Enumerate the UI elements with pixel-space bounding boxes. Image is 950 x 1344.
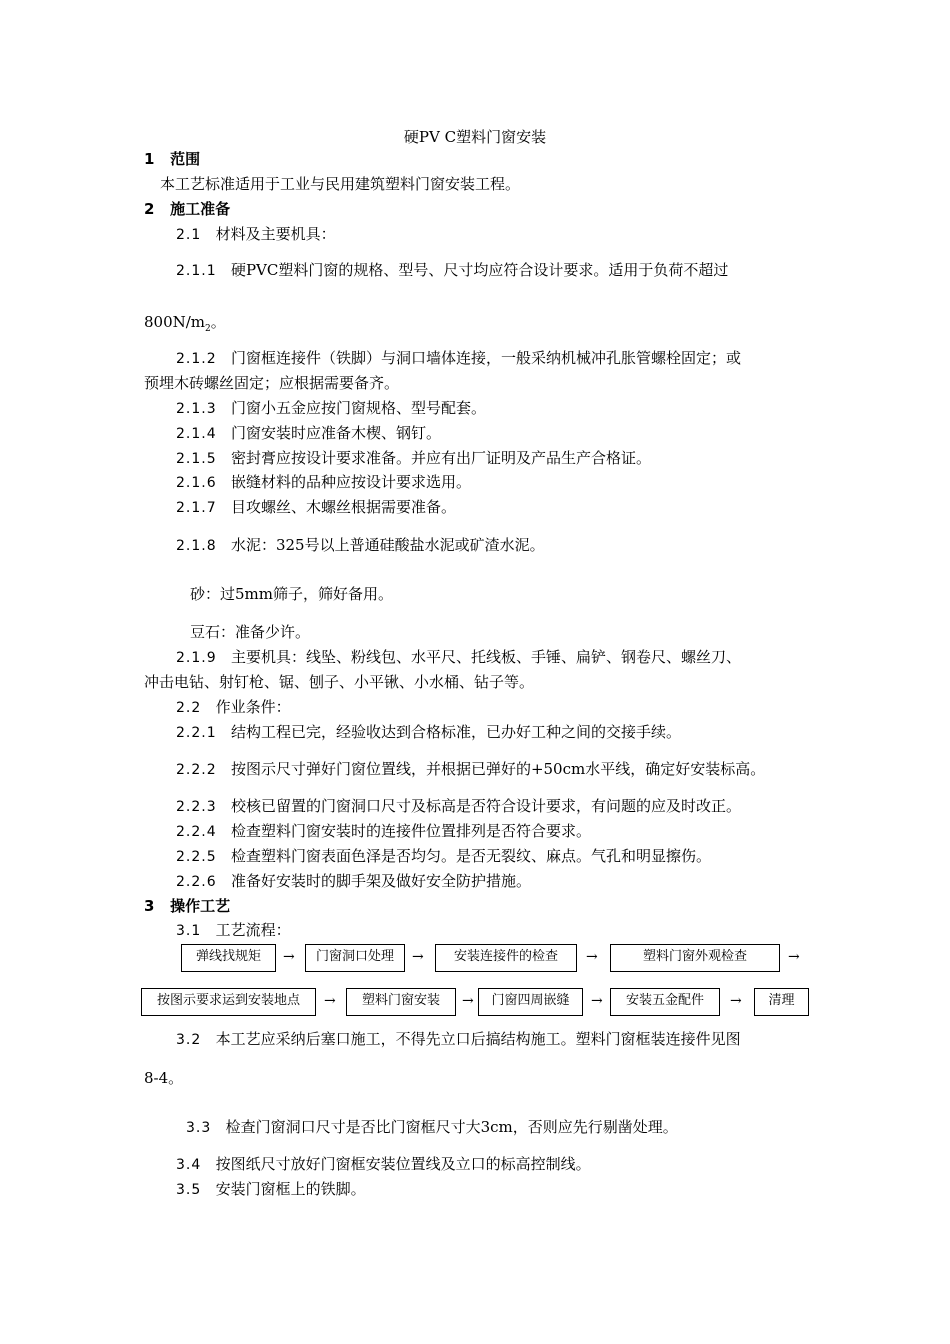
clause-text: 检查门窗洞口尺寸是否比门窗框尺寸大3cm，否则应先行剔凿处理。: [225, 1118, 678, 1136]
paragraph-2-1-9: [176, 648, 741, 667]
paragraph-2-2-3: [176, 797, 741, 816]
paragraph-3-5: [176, 1180, 366, 1199]
clause-number: 2.1.2: [176, 351, 217, 367]
clause-number: 2.1.4: [176, 426, 217, 442]
paragraph-3-2-cont: 8-4。: [144, 1069, 184, 1087]
paragraph-2-1-9-cont: 冲击电钻、射钉枪、锯、刨子、小平锹、小水桶、钻子等。: [144, 673, 535, 691]
section-title: 范围: [170, 150, 201, 168]
paragraph-2-2-2: [176, 760, 765, 779]
paragraph-2-1-8: [176, 536, 545, 555]
clause-text: 作业条件：: [215, 698, 291, 716]
paragraph-3-1: [176, 921, 291, 940]
paragraph-2-1-1: [176, 261, 728, 280]
clause-text: 目攻螺丝、木螺丝根据需要准备。: [230, 498, 456, 516]
load-exponent: 2: [205, 324, 211, 334]
clause-number: 2.1.1: [176, 263, 217, 279]
clause-number: 3.5: [176, 1182, 202, 1198]
flow-step: 弹线找规矩: [181, 944, 276, 972]
flow-step: 门窗四周嵌缝: [478, 988, 583, 1016]
clause-text: 密封膏应按设计要求准备。并应有出厂证明及产品生产合格证。: [230, 449, 651, 467]
clause-number: 3.1: [176, 923, 202, 939]
paragraph-2-1-5: [176, 449, 651, 468]
clause-number: 2.2.2: [176, 762, 217, 778]
arrow-right-icon: →: [412, 949, 424, 965]
flow-step: 按图示要求运到安装地点: [141, 988, 316, 1016]
paragraph-2-2-5: [176, 847, 711, 866]
clause-number: 2.1.9: [176, 650, 217, 666]
section-3-heading: [144, 897, 230, 915]
paragraph-2-1: [176, 225, 336, 244]
section-title: 施工准备: [170, 200, 231, 218]
paragraph-2-1-2-cont: 预埋木砖螺丝固定；应根据需要备齐。: [144, 374, 400, 392]
clause-number: 3.2: [176, 1032, 202, 1048]
clause-text: 门窗安装时应准备木楔、钢钉。: [230, 424, 441, 442]
clause-text: 门窗小五金应按门窗规格、型号配套。: [230, 399, 486, 417]
paragraph-2-1-1-cont: [144, 313, 226, 338]
clause-number: 2.2.5: [176, 849, 217, 865]
clause-number: 2.1.7: [176, 500, 217, 516]
sand-requirement: 砂：过5mm筛子，筛好备用。: [190, 585, 393, 603]
clause-text: 本工艺应采纳后塞口施工，不得先立口后搞结构施工。塑料门窗框装连接件见图: [215, 1030, 741, 1048]
clause-text: 材料及主要机具：: [215, 225, 336, 243]
paragraph-2-2-1: [176, 723, 681, 742]
clause-text: 准备好安装时的脚手架及做好安全防护措施。: [230, 872, 531, 890]
paragraph-3-2: [176, 1030, 741, 1049]
gravel-requirement: 豆石：准备少许。: [190, 623, 311, 641]
arrow-right-icon: →: [730, 993, 742, 1009]
paragraph-3-4: [176, 1155, 591, 1174]
arrow-right-icon: →: [788, 949, 800, 965]
clause-number: 2.2.4: [176, 824, 217, 840]
clause-number: 2.1.6: [176, 475, 217, 491]
paragraph-2-1-7: [176, 498, 456, 517]
clause-text: 水泥：325号以上普通硅酸盐水泥或矿渣水泥。: [230, 536, 545, 554]
clause-text: 嵌缝材料的品种应按设计要求选用。: [230, 473, 471, 491]
clause-text: 检查塑料门窗安装时的连接件位置排列是否符合要求。: [230, 822, 591, 840]
paragraph-2-2: [176, 698, 291, 717]
section-number: 1: [144, 150, 155, 168]
clause-number: 2.1.8: [176, 538, 217, 554]
arrow-right-icon: →: [462, 993, 474, 1009]
clause-text: 结构工程已完，经验收达到合格标准，已办好工种之间的交接手续。: [230, 723, 681, 741]
flow-step: 清理: [754, 988, 809, 1016]
arrow-right-icon: →: [591, 993, 603, 1009]
clause-text: 按图纸尺寸放好门窗框安装位置线及立口的标高控制线。: [215, 1155, 591, 1173]
clause-number: 2.2.6: [176, 874, 217, 890]
clause-number: 3.4: [176, 1157, 202, 1173]
load-value: 800N/m: [144, 313, 206, 331]
clause-number: 3.3: [186, 1120, 212, 1136]
arrow-right-icon: →: [586, 949, 598, 965]
paragraph-2-1-3: [176, 399, 486, 418]
arrow-right-icon: →: [283, 949, 295, 965]
flow-step: 安装五金配件: [610, 988, 720, 1016]
paragraph-2-1-2: [176, 349, 741, 368]
paragraph-3-3: [186, 1118, 678, 1137]
clause-number: 2.1.3: [176, 401, 217, 417]
flow-step: 塑料门窗外观检查: [610, 944, 780, 972]
section-number: 3: [144, 897, 155, 915]
section-title: 操作工艺: [170, 897, 231, 915]
clause-text: 校核已留置的门窗洞口尺寸及标高是否符合设计要求，有问题的应及时改正。: [230, 797, 741, 815]
section-number: 2: [144, 200, 155, 218]
section-1-heading: [144, 150, 200, 168]
clause-number: 2.2.3: [176, 799, 217, 815]
clause-text: 工艺流程：: [215, 921, 291, 939]
flow-step: 安装连接件的检查: [435, 944, 577, 972]
scope-text: 本工艺标准适用于工业与民用建筑塑料门窗安装工程。: [160, 175, 521, 193]
page-title: 硬PV C塑料门窗安装: [403, 128, 547, 146]
clause-number: 2.2: [176, 700, 202, 716]
clause-text: 门窗框连接件（铁脚）与洞口墙体连接，一般采纳机械冲孔胀管螺栓固定；或: [230, 349, 741, 367]
paragraph-2-2-4: [176, 822, 591, 841]
paragraph-2-2-6: [176, 872, 531, 891]
section-2-heading: [144, 200, 230, 218]
clause-number: 2.2.1: [176, 725, 217, 741]
clause-text: 检查塑料门窗表面色泽是否均匀。是否无裂纹、麻点。气孔和明显擦伤。: [230, 847, 711, 865]
flow-step: 塑料门窗安装: [346, 988, 456, 1016]
clause-text: 硬PVC塑料门窗的规格、型号、尺寸均应符合设计要求。适用于负荷不超过: [230, 261, 729, 279]
paragraph-2-1-4: [176, 424, 441, 443]
paragraph-2-1-6: [176, 473, 471, 492]
arrow-right-icon: →: [324, 993, 336, 1009]
clause-text: 安装门窗框上的铁脚。: [215, 1180, 366, 1198]
clause-text: 按图示尺寸弹好门窗位置线，并根据已弹好的+50cm水平线，确定好安装标高。: [230, 760, 766, 778]
clause-number: 2.1.5: [176, 451, 217, 467]
clause-number: 2.1: [176, 227, 202, 243]
clause-text: 主要机具：线坠、粉线包、水平尺、托线板、手锤、扁铲、钢卷尺、螺丝刀、: [230, 648, 741, 666]
flow-step: 门窗洞口处理: [305, 944, 405, 972]
clause-end: 。: [210, 313, 226, 331]
